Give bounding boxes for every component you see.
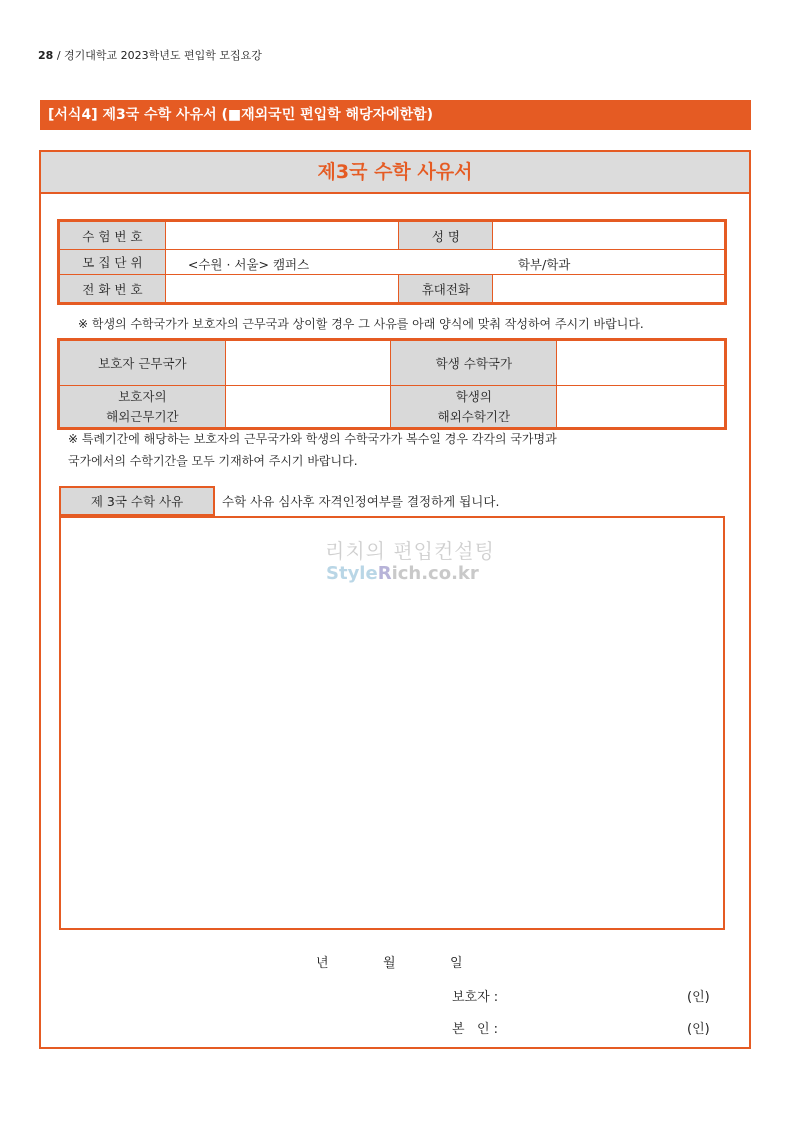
applicant-info-table	[59, 221, 725, 303]
note-different-country: ※ 학생의 수학국가가 보호자의 근무국과 상이할 경우 그 사유를 아래 양식에 맞춰 작성하여 주시기 바랍니다.	[78, 317, 644, 331]
form-title: 제3국 수학 사유서	[41, 152, 749, 194]
name-label: 성 명	[399, 222, 493, 250]
form-banner: [서식4] 제3국 수학 사유서 (■재외국민 편입학 해당자에한함)	[40, 100, 751, 130]
self-seal: (인)	[687, 1022, 710, 1037]
name-field[interactable]	[493, 222, 725, 250]
mobile-label: 휴대전화	[399, 275, 493, 303]
date-month: 월	[383, 956, 396, 971]
watermark-url-style: Style	[326, 563, 378, 584]
guardian-country-field[interactable]	[225, 341, 391, 386]
student-country-label: 학생 수학국가	[391, 341, 557, 386]
mobile-field[interactable]	[493, 275, 725, 303]
country-period-table	[59, 340, 725, 428]
department-text: 학부/학과	[517, 256, 571, 272]
page-header	[38, 47, 262, 63]
student-period-label	[391, 386, 557, 428]
watermark-url	[326, 563, 479, 584]
guardian-period-label	[60, 386, 226, 428]
student-period-label-line1: 학생의	[455, 388, 492, 404]
date-year: 년	[316, 956, 329, 971]
self-sign-label: 본 인 :	[452, 1022, 499, 1037]
guardian-period-label-line1: 보호자의	[118, 388, 167, 404]
student-period-label-line2: 해외수학기간	[437, 408, 511, 424]
reason-note: 수학 사유 심사후 자격인정여부를 결정하게 됩니다.	[222, 494, 500, 509]
student-country-field[interactable]	[557, 341, 725, 386]
guardian-period-label-line2: 해외근무기간	[106, 408, 179, 424]
reason-label: 제 3국 수학 사유	[59, 486, 215, 516]
note-multiple-countries-line1: ※ 특례기간에 해당하는 보호자의 근무국가와 학생의 수학국가가 복수일 경우 각각의 국가명과	[68, 432, 557, 446]
exam-number-field[interactable]	[165, 222, 399, 250]
date-day: 일	[450, 956, 463, 971]
phone-field[interactable]	[165, 275, 399, 303]
page-number: 28	[38, 49, 54, 62]
campus-text: <수원 · 서울> 캠퍼스	[187, 256, 310, 272]
exam-number-label: 수 험 번 호	[60, 222, 166, 250]
guardian-period-field[interactable]	[225, 386, 391, 428]
watermark-text: 리치의 편입컨설팅	[325, 539, 495, 563]
guardian-sign-label: 보호자 :	[452, 990, 499, 1005]
guardian-seal: (인)	[687, 990, 710, 1005]
recruit-unit-label: 모 집 단 위	[60, 250, 166, 275]
header-separator: /	[56, 49, 61, 62]
guardian-country-label: 보호자 근무국가	[60, 341, 226, 386]
note-multiple-countries-line2: 국가에서의 수학기간을 모두 기재하여 주시기 바랍니다.	[68, 454, 358, 468]
recruit-unit-field[interactable]	[165, 250, 724, 275]
student-period-field[interactable]	[557, 386, 725, 428]
watermark-url-r: R	[377, 563, 392, 584]
phone-label: 전 화 번 호	[60, 275, 166, 303]
header-doc-title: 경기대학교 2023학년도 편입학 모집요강	[64, 49, 262, 62]
watermark-url-rest: ich.co.kr	[391, 563, 479, 584]
